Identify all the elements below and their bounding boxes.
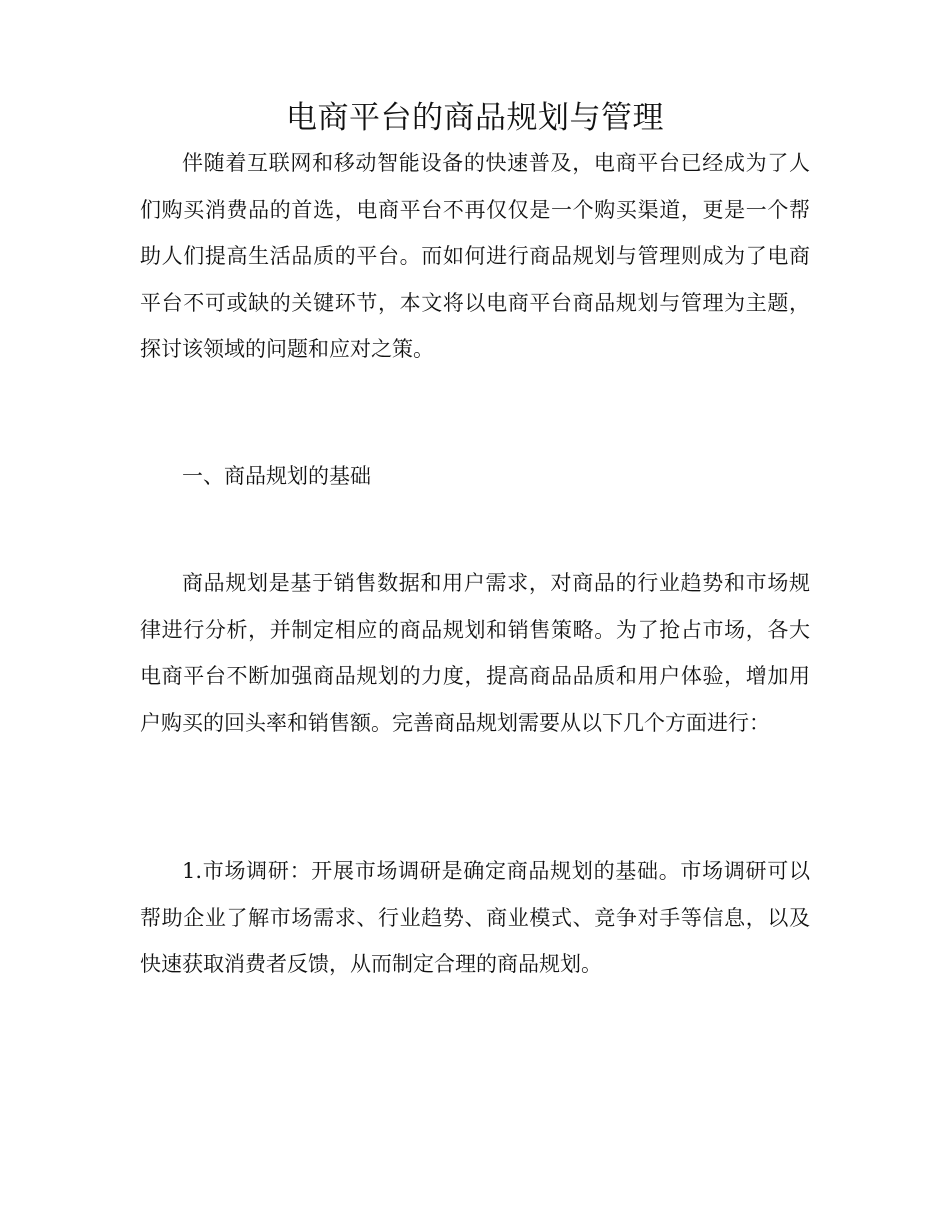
document-title: 电商平台的商品规划与管理	[286, 100, 664, 136]
intro-paragraph: 伴随着互联网和移动智能设备的快速普及，电商平台已经成为了人们购买消费品的首选，电商平台不再仅仅是一个购买渠道，更是一个帮助人们提高生活品质的平台。而如何进行商品规划与管理则成为了电商平台不可或缺的关键环节，本文将以电商平台商品规划与管理为主题，探讨该领域的问题和应对之策。	[140, 151, 810, 361]
list-item-paragraph: 1.市场调研：开展市场调研是确定商品规划的基础。市场调研可以帮助企业了解市场需求、行业趋势、商业模式、竞争对手等信息，以及快速获取消费者反馈，从而制定合理的商品规划。	[140, 859, 810, 976]
body-paragraph: 商品规划是基于销售数据和用户需求，对商品的行业趋势和市场规律进行分析，并制定相应的商品规划和销售策略。为了抢占市场，各大电商平台不断加强商品规划的力度，提高商品品质和用户体验，增加用户购买的回头率和销售额。完善商品规划需要从以下几个方面进行：	[140, 571, 810, 735]
section-heading: 一、商品规划的基础	[182, 464, 371, 488]
